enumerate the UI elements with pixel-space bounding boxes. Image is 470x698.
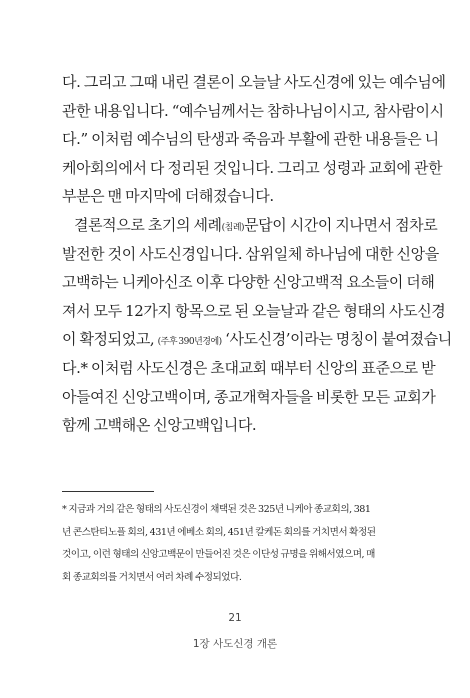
body-text-run: 관한 내용입니다. “예수님께서는 참하나님이시고, 참사람이시 [62, 101, 444, 120]
body-line [62, 97, 444, 126]
inline-annotation: (주후 390년경에) [157, 337, 222, 348]
body-text-run: 다. 그리고 그때 내린 결론이 오늘날 사도신경에 있는 예수님에 [62, 73, 446, 91]
body-text-run: 케아회의에서 다 정리된 것입니다. 그리고 성령과 교회에 관한 [62, 158, 443, 177]
body-text-run: 부분은 맨 마지막에 더해졌습니다. [62, 187, 274, 206]
body-text-run: ‘사도신경’이라는 명칭이 붙여졌습니 [221, 330, 452, 349]
footnote-line: 회 종교회의를 거치면서 여러 차례 수정되었다. [62, 571, 242, 583]
running-footer: 1장 사도신경 개론 [192, 638, 278, 650]
body-line [62, 182, 422, 211]
body-text-run: 져서 모두 12가지 항목으로 된 오늘날과 같은 형태의 사도신경 [62, 301, 446, 320]
footnote-line: * 지금과 거의 같은 형태의 사도신경이 채택된 것은 325년 니케아 종교회의, 381 [62, 504, 371, 515]
footnote-line: 것이고, 이런 형태의 신앙고백문이 만들어진 것은 이단성 규명을 위해서였으며, 매 [62, 549, 375, 560]
body-text-run: 아들여진 신앙고백이며, 종교개혁자들을 비롯한 모든 교회가 [62, 387, 436, 406]
footnote-line: 년 콘스탄티노플 회의, 431년 에베소 회의, 451년 칼케돈 회의를 거치면서 확정된 [62, 526, 376, 538]
body-text-run: 결론적으로 초기의 세례 [74, 215, 222, 234]
body-text-run: 발전한 것이 사도신경입니다. 삼위일체 하나님에 대한 신앙을 [62, 244, 439, 263]
body-line [62, 297, 446, 326]
body-line [62, 240, 439, 269]
body-text-run: 문답이 시간이 지나면서 점차로 [244, 215, 438, 234]
inline-annotation: (침례) [221, 222, 245, 233]
body-text-run: 고백하는 니케아신조 이후 다양한 신앙고백적 요소들이 더해 [62, 273, 435, 292]
body-line [62, 411, 422, 440]
footnote [62, 499, 422, 589]
footnote-divider [62, 491, 154, 492]
body-text-run: 다.* 이처럼 사도신경은 초대교회 때부터 신앙의 표준으로 받 [62, 358, 436, 377]
body-line [62, 383, 436, 412]
body-line [62, 154, 443, 183]
body-line [62, 211, 438, 240]
body-line [62, 125, 439, 154]
body-text [62, 68, 452, 440]
body-text-run: 이 확정되었고, [62, 330, 158, 349]
body-line [62, 325, 452, 354]
body-text-run: 다.” 이처럼 예수님의 탄생과 죽음과 부활에 관한 내용들은 니 [62, 130, 439, 149]
body-text-run: 함께 고백해온 신앙고백입니다. [62, 416, 257, 435]
page-number: 21 [228, 612, 242, 624]
body-line [62, 268, 435, 297]
body-line [62, 68, 446, 97]
body-line [62, 354, 436, 383]
